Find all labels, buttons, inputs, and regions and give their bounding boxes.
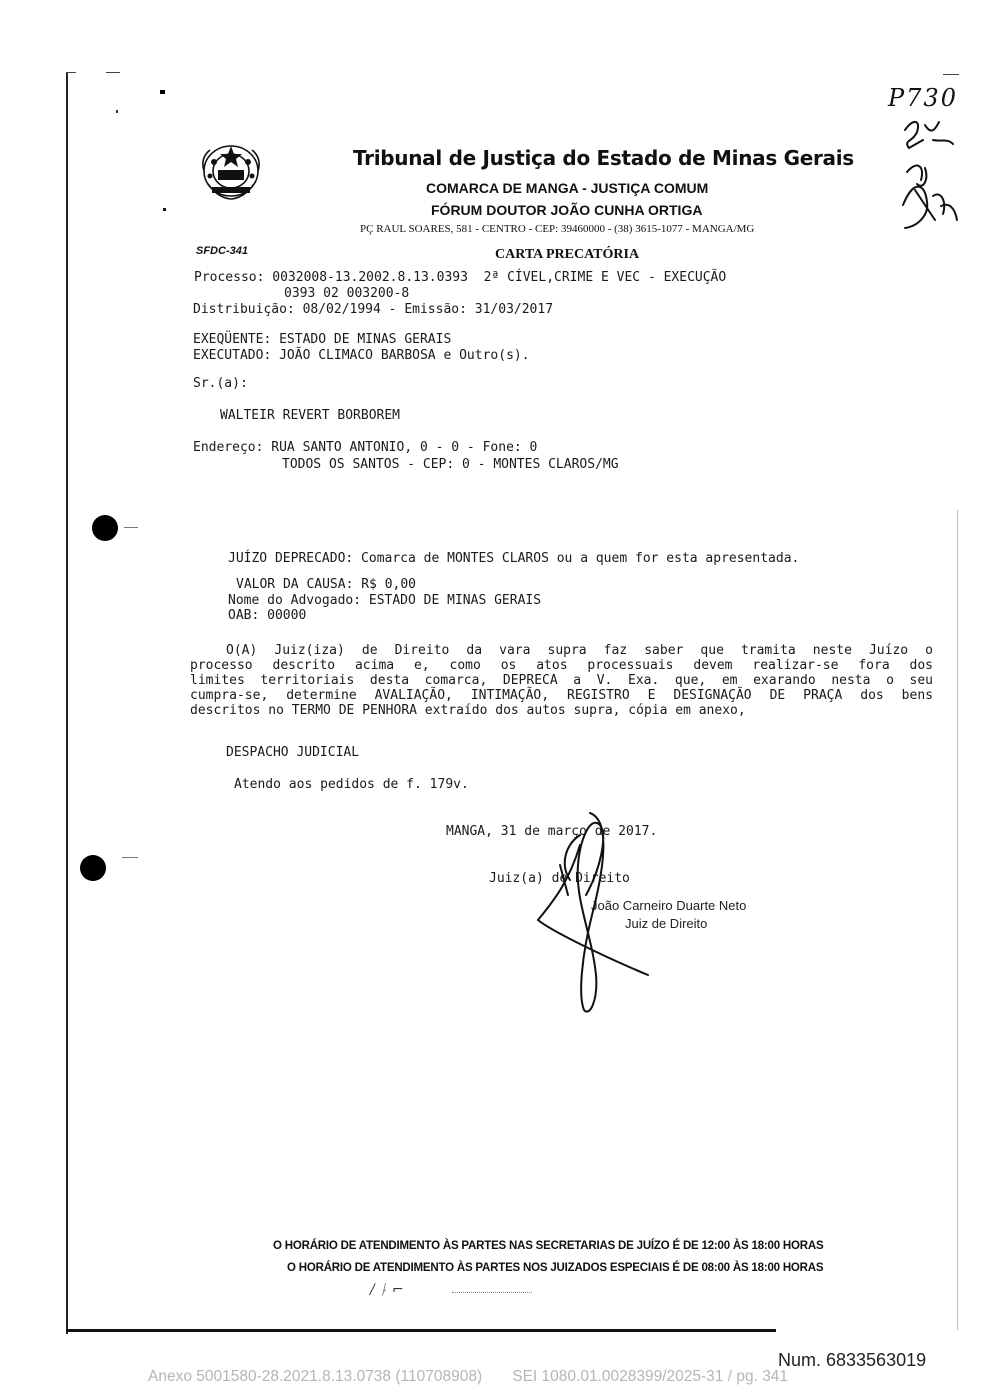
body-line: limites territoriais desta comarca, DEPRECA a V. Exa. que, em exarando nesta o seu [190,673,933,688]
punch-hole-trace [122,857,138,858]
court-address: PÇ RAUL SOARES, 581 - CENTRO - CEP: 39460000 - (38) 3615-1077 - MANGA/MG [360,223,755,235]
body-line: processo descrito acima e, como os atos processuais devem realizar-se fora dos [190,658,933,673]
place-date: MANGA, 31 de março de 2017. [446,824,658,839]
footer-hours-secretarias: O HORÁRIO DE ATENDIMENTO ÀS PARTES NAS SECRETARIAS DE JUÍZO É DE 12:00 ÀS 18:00 HORAS [273,1240,824,1252]
annex-watermark: Anexo 5001580-28.2021.8.13.0738 (110708908) SEI 1080.01.0028399/2025-31 / pg. 341 [148,1368,789,1385]
scan-border-left [66,72,68,1334]
body-paragraph [190,643,933,718]
scan-speck [116,110,118,113]
handwritten-initials [895,110,965,240]
body-line: descritos no TERMO DE PENHORA extraído dos autos supra, cópia em anexo, [190,703,746,718]
handwritten-bottom-scribble: / ᚿ ⌐ [370,1282,404,1298]
judge-stamp-name: João Carneiro Duarte Neto [591,898,747,913]
comarca-line: COMARCA DE MANGA - JUSTIÇA COMUM [426,180,709,196]
faint-marks [452,1292,532,1295]
distribution-date: Distribuição: 08/02/1994 - Emissão: 31/03/2017 [193,302,554,317]
forum-line: FÓRUM DOUTOR JOÃO CUNHA ORTIGA [431,202,703,218]
process-alt-number: 0393 02 003200-8 [284,286,410,301]
punch-hole-lower [80,855,106,881]
scan-border-top-mark [106,72,120,73]
scan-border-right [957,510,958,1330]
judge-stamp-role: Juiz de Direito [625,916,708,931]
advogado-name: Nome do Advogado: ESTADO DE MINAS GERAIS [228,593,542,608]
court-name: Tribunal de Justiça do Estado de Minas Gerais [353,146,854,170]
recipient-name: WALTEIR REVERT BORBOREM [220,408,401,423]
salutation: Sr.(a): [193,376,248,391]
scan-speck [160,90,165,94]
recipient-city: TODOS OS SANTOS - CEP: 0 - MONTES CLAROS/MG [282,457,619,472]
recipient-address: Endereço: RUA SANTO ANTONIO, 0 - 0 - Fone: 0 [193,440,538,455]
body-line: O(A) Juiz(iza) de Direito da vara supra faz saber que tramita neste Juízo o [226,643,933,658]
handwritten-page-mark: P730 [888,84,958,112]
document-number: Num. 6833563019 [778,1350,927,1370]
scan-border-bottom [66,1329,776,1332]
scan-border-top-left [66,72,76,73]
executado: EXECUTADO: JOÃO CLIMACO BARBOSA e Outro(s). [193,348,530,363]
despacho-heading: DESPACHO JUDICIAL [226,745,360,760]
scan-speck [163,208,166,211]
footer-hours-juizados: O HORÁRIO DE ATENDIMENTO ÀS PARTES NOS JUIZADOS ESPECIAIS É DE 08:00 ÀS 18:00 HORAS [287,1262,824,1274]
judge-role-line: Juiz(a) de Direito [489,871,630,886]
valor-da-causa: VALOR DA CAUSA: R$ 0,00 [236,577,417,592]
body-line: cumpra-se, determine AVALIAÇÃO, INTIMAÇÃO, REGISTRO E DESIGNAÇÃO DE PRAÇA dos bens [190,688,933,703]
judge-signature [520,805,670,1020]
form-code: SFDC-341 [196,245,248,257]
punch-hole-trace [124,527,138,528]
oab-number: OAB: 00000 [228,608,307,623]
coat-of-arms-icon [198,140,264,202]
juizo-deprecado: JUÍZO DEPRECADO: Comarca de MONTES CLAROS ou a quem for esta apresentada. [228,551,800,566]
process-number: Processo: 0032008-13.2002.8.13.0393 2ª CÍVEL,CRIME E VEC - EXECUÇÃO [194,270,727,285]
document-title: CARTA PRECATÓRIA [495,247,640,262]
despacho-text: Atendo aos pedidos de f. 179v. [234,777,469,792]
punch-hole-upper [92,515,118,541]
exequente: EXEQÜENTE: ESTADO DE MINAS GERAIS [193,332,452,347]
scan-border-top-right [943,74,959,75]
